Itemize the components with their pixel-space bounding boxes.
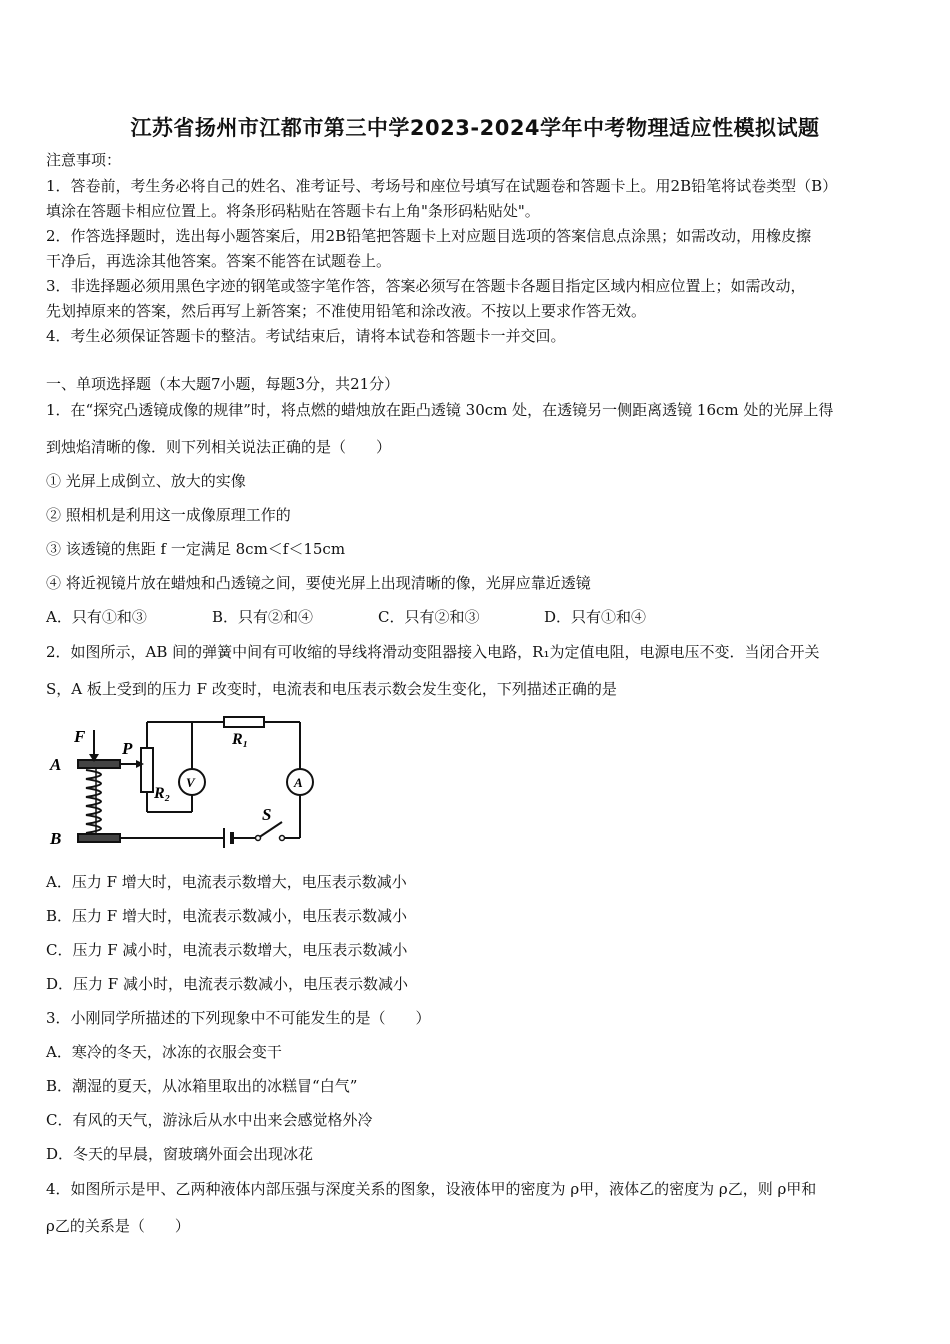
q2-option-d[interactable]: D．压力 F 减小时，电流表示数减小，电压表示数减小 xyxy=(46,975,408,993)
q1-option-b[interactable]: B．只有②和④ xyxy=(212,608,314,626)
label-voltmeter: V xyxy=(186,775,195,790)
plate-a xyxy=(78,760,120,768)
notice-line: 填涂在答题卡相应位置上。将条形码粘贴在答题卡右上角"条形码粘贴处"。 xyxy=(46,202,540,220)
q2-option-b[interactable]: B．压力 F 增大时，电流表示数减小，电压表示数减小 xyxy=(46,907,407,925)
switch-icon xyxy=(258,822,282,838)
label-plate-a: A xyxy=(50,755,62,774)
notice-line: 2．作答选择题时，选出每小题答案后，用2B铅笔把答题卡上对应题目选项的答案信息点涂黑；如需改动，用橡皮擦 xyxy=(46,227,812,245)
q1-options xyxy=(46,607,916,627)
label-switch: S xyxy=(262,805,272,824)
question-2-stem-cont: S，A 板上受到的压力 F 改变时，电流表和电压表示数会发生变化，下列描述正确的是 xyxy=(46,680,617,698)
label-r2: R₂ xyxy=(154,785,171,802)
circuit-diagram xyxy=(46,716,328,862)
q1-option-a[interactable]: A．只有①和③ xyxy=(46,608,147,626)
question-4-stem-cont: ρ乙的关系是（ ） xyxy=(46,1217,190,1235)
q1-statement: ② 照相机是利用这一成像原理工作的 xyxy=(46,506,291,524)
question-2-stem: 2．如图所示，AB 间的弹簧中间有可收缩的导线将滑动变阻器接入电路，R₁为定值电阻，电源电压不变．当闭合开关 xyxy=(46,643,820,661)
section-heading: 一、单项选择题（本大题7小题，每题3分，共21分） xyxy=(46,375,400,393)
q3-option-c[interactable]: C．有风的天气，游泳后从水中出来会感觉格外冷 xyxy=(46,1111,373,1129)
q3-option-a[interactable]: A．寒冷的冬天，冰冻的衣服会变干 xyxy=(46,1043,282,1061)
notice-line: 1．答卷前，考生务必将自己的姓名、准考证号、考场号和座位号填写在试题卷和答题卡上。用2B铅笔将试卷类型（B） xyxy=(46,177,838,195)
notice-heading: 注意事项： xyxy=(46,151,122,169)
question-1-stem: 1．在“探究凸透镜成像的规律”时，将点燃的蜡烛放在距凸透镜 30cm 处，在透镜另一侧距离透镜 16cm 处的光屏上得 xyxy=(46,401,834,419)
resistor-r1 xyxy=(224,717,264,727)
q1-option-d[interactable]: D．只有①和④ xyxy=(544,608,647,626)
notice-line: 先划掉原来的答案，然后再写上新答案；不准使用铅笔和涂改液。不按以上要求作答无效。 xyxy=(46,302,647,320)
q3-option-b[interactable]: B．潮湿的夏天，从冰箱里取出的冰糕冒“白气” xyxy=(46,1077,358,1095)
label-plate-b: B xyxy=(50,829,62,848)
notice-line: 干净后，再选涂其他答案。答案不能答在试题卷上。 xyxy=(46,252,392,270)
q2-option-c[interactable]: C．压力 F 减小时，电流表示数增大，电压表示数减小 xyxy=(46,941,408,959)
q3-option-d[interactable]: D．冬天的早晨，窗玻璃外面会出现冰花 xyxy=(46,1145,314,1163)
notice-line: 3．非选择题必须用黑色字迹的钢笔或签字笔作答，答案必须写在答题卡各题目指定区域内相应位置上；如需改动， xyxy=(46,277,806,295)
q1-statement: ④ 将近视镜片放在蜡烛和凸透镜之间，要使光屏上出现清晰的像，光屏应靠近透镜 xyxy=(46,574,591,592)
label-ammeter: A xyxy=(294,775,303,790)
label-r1: R₁ xyxy=(232,731,249,748)
notice-line: 4．考生必须保证答题卡的整洁。考试结束后，请将本试卷和答题卡一并交回。 xyxy=(46,327,566,345)
question-1-stem-cont: 到烛焰清晰的像．则下列相关说法正确的是（ ） xyxy=(46,438,392,456)
resistor-r2 xyxy=(141,748,153,792)
q2-option-a[interactable]: A．压力 F 增大时，电流表示数增大，电压表示数减小 xyxy=(46,873,407,891)
q1-statement: ① 光屏上成倒立、放大的实像 xyxy=(46,472,246,490)
question-4-stem: 4．如图所示是甲、乙两种液体内部压强与深度关系的图象，设液体甲的密度为 ρ甲，液体乙的密度为 ρ乙，则 ρ甲和 xyxy=(46,1180,817,1198)
question-3-stem: 3．小刚同学所描述的下列现象中不可能发生的是（ ） xyxy=(46,1009,431,1027)
label-force: F xyxy=(74,727,86,746)
q1-statement: ③ 该透镜的焦距 f 一定满足 8cm＜f＜15cm xyxy=(46,540,346,558)
spring-icon xyxy=(86,770,101,833)
label-slider: P xyxy=(122,739,133,758)
page-title: 江苏省扬州市江都市第三中学2023-2024学年中考物理适应性模拟试题 xyxy=(130,116,820,140)
q1-option-c[interactable]: C．只有②和③ xyxy=(378,608,480,626)
plate-b xyxy=(78,834,120,842)
